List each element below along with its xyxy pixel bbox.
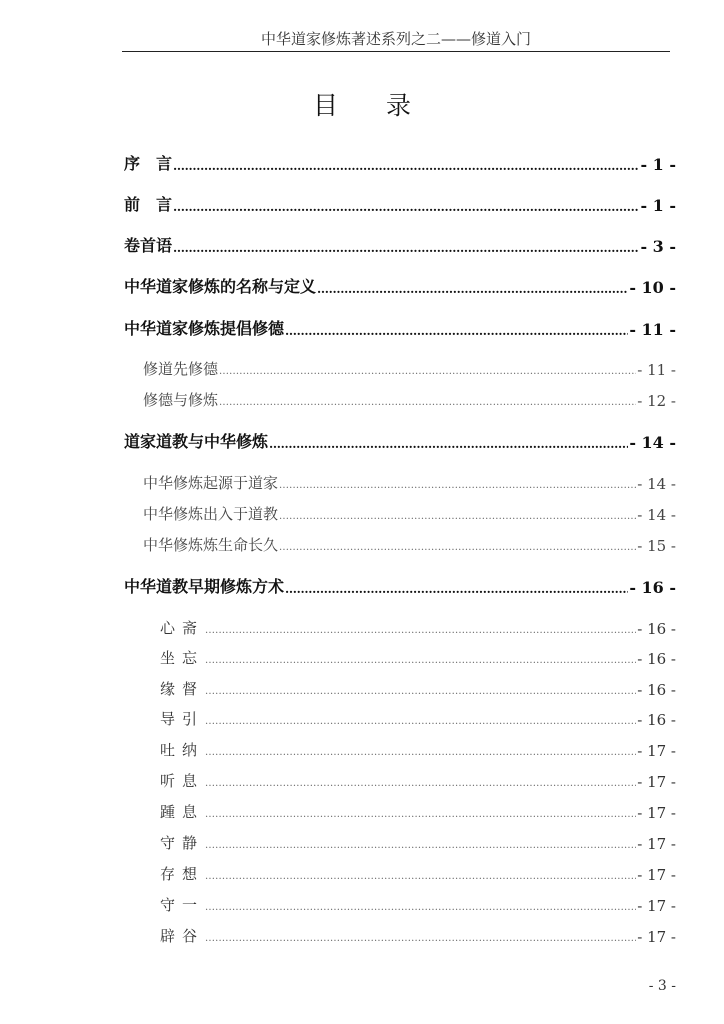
toc-entry-page: - 11 - <box>637 361 676 379</box>
dot-leader <box>205 746 636 760</box>
dot-leader <box>205 715 636 729</box>
toc-entry-label: 中华道教早期修炼方术 <box>124 577 285 596</box>
dot-leader <box>205 901 636 915</box>
toc-entry-page: - 17 - <box>637 742 676 760</box>
toc-entry-label: 坐忘 <box>160 649 205 667</box>
toc-subentry[interactable] <box>143 471 676 493</box>
toc-entry-page: - 14 - <box>637 475 676 493</box>
dot-leader <box>205 654 636 668</box>
dot-leader <box>317 281 628 297</box>
toc-entry-label: 中华道家修炼的名称与定义 <box>124 277 317 296</box>
toc-entry-page: - 16 - <box>637 681 676 699</box>
toc-entry-page: - 12 - <box>637 392 676 410</box>
page-number: - 3 - <box>648 978 676 994</box>
toc-method-entry[interactable] <box>160 800 676 822</box>
toc-method-entry[interactable] <box>160 616 676 638</box>
dot-leader <box>205 808 636 822</box>
toc-entry-page: - 14 - <box>637 506 676 524</box>
toc-entry-page: - 16 - <box>629 578 676 597</box>
toc-entry-page: - 17 - <box>637 835 676 853</box>
toc-entry-label: 存想 <box>160 865 205 883</box>
toc-entry-page: - 14 - <box>629 433 676 452</box>
toc-entry-preface[interactable] <box>124 150 676 174</box>
toc-entry-page: - 3 - <box>640 237 676 256</box>
toc-entry-page: - 15 - <box>637 537 676 555</box>
toc-entry-page: - 11 - <box>629 320 676 339</box>
dot-leader <box>219 396 636 410</box>
toc-entry-page: - 17 - <box>637 897 676 915</box>
toc-entry-label: 中华修炼起源于道家 <box>143 474 279 492</box>
toc-entry-page: - 1 - <box>640 155 676 174</box>
dot-leader <box>279 541 636 555</box>
toc-method-entry[interactable] <box>160 893 676 915</box>
toc-title: 目 录 <box>313 91 431 120</box>
dot-leader <box>285 323 628 339</box>
toc-entry-label: 辟谷 <box>160 927 205 945</box>
dot-leader <box>205 777 636 791</box>
toc-method-entry[interactable] <box>160 862 676 884</box>
toc-entry-page: - 16 - <box>637 650 676 668</box>
dot-leader <box>205 870 636 884</box>
toc-entry-label: 守静 <box>160 834 205 852</box>
toc-method-entry[interactable] <box>160 646 676 668</box>
toc-entry-foreword[interactable] <box>124 191 676 215</box>
toc-entry-page: - 17 - <box>637 928 676 946</box>
toc-entry-chapter-early-methods[interactable] <box>124 573 676 597</box>
dot-leader <box>279 510 636 524</box>
toc-entry-label: 心斋 <box>160 619 205 637</box>
dot-leader <box>173 158 639 174</box>
toc-entry-label: 缘督 <box>160 680 205 698</box>
toc-entry-page: - 17 - <box>637 804 676 822</box>
toc-subentry[interactable] <box>143 533 676 555</box>
toc-entry-label: 中华修炼出入于道教 <box>143 505 279 523</box>
dot-leader <box>173 240 639 256</box>
toc-entry-label: 卷首语 <box>124 236 173 255</box>
toc-entry-label: 中华道家修炼提倡修德 <box>124 319 285 338</box>
toc-method-entry[interactable] <box>160 924 676 946</box>
toc-entry-chapter-daoism[interactable] <box>124 428 676 452</box>
toc-entry-label: 踵息 <box>160 803 205 821</box>
dot-leader <box>205 624 636 638</box>
dot-leader <box>205 839 636 853</box>
toc-entry-label: 前 言 <box>124 195 173 214</box>
toc-subentry[interactable] <box>143 502 676 524</box>
toc-entry-page: - 1 - <box>640 196 676 215</box>
toc-method-entry[interactable] <box>160 831 676 853</box>
toc-subentry[interactable] <box>143 388 676 410</box>
dot-leader <box>219 365 636 379</box>
toc-entry-label: 吐纳 <box>160 741 205 759</box>
toc-method-entry[interactable] <box>160 677 676 699</box>
toc-entry-label: 道家道教与中华修炼 <box>124 432 269 451</box>
toc-entry-label: 守一 <box>160 896 205 914</box>
toc-method-entry[interactable] <box>160 738 676 760</box>
toc-subentry[interactable] <box>143 357 676 379</box>
dot-leader <box>205 932 636 946</box>
toc-entry-page: - 17 - <box>637 866 676 884</box>
dot-leader <box>285 581 628 597</box>
dot-leader <box>173 199 639 215</box>
toc-entry-chapter-names[interactable] <box>124 273 676 297</box>
toc-entry-label: 听息 <box>160 772 205 790</box>
toc-entry-page: - 10 - <box>629 278 676 297</box>
toc-entry-label: 中华修炼炼生命长久 <box>143 536 279 554</box>
toc-entry-page: - 16 - <box>637 620 676 638</box>
dot-leader <box>279 479 636 493</box>
toc-entry-chapter-virtue[interactable] <box>124 315 676 339</box>
toc-entry-page: - 17 - <box>637 773 676 791</box>
toc-entry-label: 序 言 <box>124 154 173 173</box>
toc-entry-label: 修德与修炼 <box>143 391 219 409</box>
toc-method-entry[interactable] <box>160 707 676 729</box>
toc-entry-opening-words[interactable] <box>124 232 676 256</box>
dot-leader <box>269 436 628 452</box>
toc-entry-page: - 16 - <box>637 711 676 729</box>
toc-entry-label: 修道先修德 <box>143 360 219 378</box>
toc-method-entry[interactable] <box>160 769 676 791</box>
running-header: 中华道家修炼著述系列之二——修道入门 <box>260 30 531 48</box>
toc-entry-label: 导引 <box>160 710 205 728</box>
dot-leader <box>205 685 636 699</box>
